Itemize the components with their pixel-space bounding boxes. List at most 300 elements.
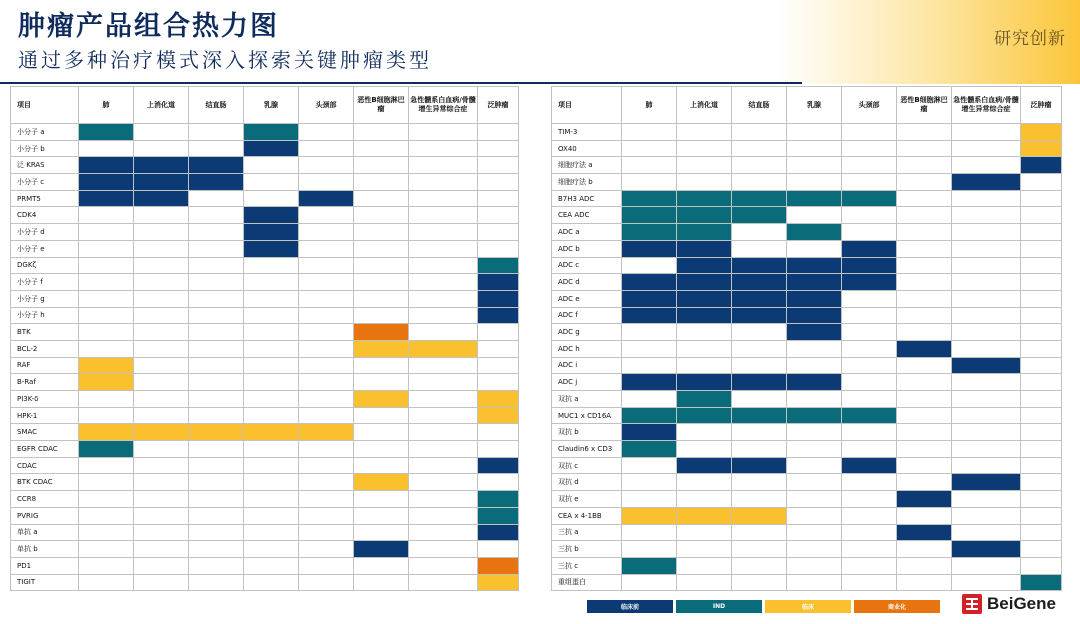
heatmap-cell-filled	[732, 290, 787, 307]
heatmap-cell-empty	[732, 474, 787, 491]
row-label: CEA x 4-1BB	[552, 507, 622, 524]
row-label: HPK-1	[11, 407, 79, 424]
heatmap-cell-empty	[189, 274, 244, 291]
heatmap-cell-filled	[622, 557, 677, 574]
heatmap-cell-empty	[952, 240, 1021, 257]
heatmap-cell-empty	[897, 157, 952, 174]
row-label: ADC e	[552, 290, 622, 307]
heatmap-cell-empty	[897, 507, 952, 524]
heatmap-cell-empty	[622, 124, 677, 141]
heatmap-cell-empty	[677, 157, 732, 174]
heatmap-cell-empty	[842, 340, 897, 357]
heatmap-cell-empty	[189, 257, 244, 274]
table-row	[552, 424, 1062, 441]
table-row	[552, 474, 1062, 491]
heatmap-cell-empty	[189, 190, 244, 207]
heatmap-cell-empty	[299, 240, 354, 257]
heatmap-cell-filled	[677, 407, 732, 424]
heatmap-cell-empty	[842, 357, 897, 374]
heatmap-cell-empty	[299, 207, 354, 224]
table-row	[552, 157, 1062, 174]
row-label: 小分子 e	[11, 240, 79, 257]
heatmap-cell-empty	[732, 124, 787, 141]
heatmap-cell-empty	[409, 124, 478, 141]
page-title: 肿瘤产品组合热力图	[18, 11, 279, 42]
heatmap-cell-filled	[244, 424, 299, 441]
heatmap-cell-empty	[409, 507, 478, 524]
heatmap-cell-empty	[677, 124, 732, 141]
heatmap-cell-empty	[299, 307, 354, 324]
heatmap-cell-empty	[952, 257, 1021, 274]
row-label: PVRIG	[11, 507, 79, 524]
heatmap-cell-empty	[842, 224, 897, 241]
heatmap-cell-empty	[1021, 274, 1062, 291]
heatmap-cell-empty	[478, 207, 519, 224]
heatmap-cell-empty	[842, 140, 897, 157]
heatmap-cell-empty	[354, 557, 409, 574]
table-row	[11, 324, 519, 341]
heatmap-cell-filled	[897, 524, 952, 541]
table-row	[552, 407, 1062, 424]
row-label: ADC h	[552, 340, 622, 357]
heatmap-cell-empty	[244, 407, 299, 424]
heatmap-cell-empty	[409, 541, 478, 558]
heatmap-cell-filled	[478, 407, 519, 424]
heatmap-cell-empty	[354, 257, 409, 274]
heatmap-cell-filled	[354, 391, 409, 408]
heatmap-cell-empty	[622, 324, 677, 341]
heatmap-cell-empty	[79, 391, 134, 408]
heatmap-cell-empty	[952, 407, 1021, 424]
table-body	[552, 124, 1062, 591]
heatmap-cell-empty	[409, 357, 478, 374]
heatmap-cell-empty	[354, 507, 409, 524]
heatmap-cell-filled	[732, 207, 787, 224]
row-label: ADC a	[552, 224, 622, 241]
heatmap-cell-filled	[842, 257, 897, 274]
table-row	[11, 491, 519, 508]
column-header-item: 项目	[11, 87, 79, 124]
heatmap-cell-empty	[787, 441, 842, 458]
heatmap-cell-empty	[677, 357, 732, 374]
heatmap-cell-filled	[787, 374, 842, 391]
heatmap-cell-empty	[842, 541, 897, 558]
row-label: CDK4	[11, 207, 79, 224]
heatmap-cell-empty	[952, 224, 1021, 241]
heatmap-cell-empty	[897, 124, 952, 141]
heatmap-cell-empty	[787, 391, 842, 408]
heatmap-cell-filled	[622, 507, 677, 524]
heatmap-cell-empty	[244, 290, 299, 307]
heatmap-cell-filled	[897, 340, 952, 357]
heatmap-cell-empty	[354, 491, 409, 508]
heatmap-cell-empty	[299, 140, 354, 157]
column-header: 肺	[622, 87, 677, 124]
heatmap-cell-filled	[897, 491, 952, 508]
heatmap-cell-empty	[409, 274, 478, 291]
heatmap-cell-empty	[189, 340, 244, 357]
heatmap-cell-empty	[787, 157, 842, 174]
heatmap-cell-empty	[677, 474, 732, 491]
heatmap-cell-empty	[732, 157, 787, 174]
heatmap-cell-empty	[244, 324, 299, 341]
table-row	[11, 157, 519, 174]
table-row	[11, 357, 519, 374]
heatmap-cell-empty	[299, 391, 354, 408]
heatmap-cell-empty	[79, 307, 134, 324]
heatmap-cell-filled	[478, 491, 519, 508]
heatmap-cell-filled	[1021, 574, 1062, 591]
heatmap-cell-empty	[1021, 557, 1062, 574]
heatmap-cell-empty	[677, 424, 732, 441]
row-label: RAF	[11, 357, 79, 374]
heatmap-cell-empty	[244, 574, 299, 591]
heatmap-cell-empty	[189, 224, 244, 241]
heatmap-cell-filled	[677, 224, 732, 241]
table-row	[11, 174, 519, 191]
row-label: DGKζ	[11, 257, 79, 274]
heatmap-cell-empty	[897, 140, 952, 157]
heatmap-cell-empty	[952, 124, 1021, 141]
heatmap-cell-empty	[952, 374, 1021, 391]
heatmap-cell-empty	[79, 274, 134, 291]
heatmap-cell-empty	[134, 524, 189, 541]
row-label: 小分子 b	[11, 140, 79, 157]
heatmap-cell-empty	[1021, 507, 1062, 524]
heatmap-cell-filled	[134, 424, 189, 441]
heatmap-cell-empty	[299, 407, 354, 424]
heatmap-cell-empty	[134, 124, 189, 141]
heatmap-cell-filled	[842, 274, 897, 291]
heatmap-cell-filled	[677, 274, 732, 291]
table-row	[552, 557, 1062, 574]
row-label: 双抗 d	[552, 474, 622, 491]
heatmap-cell-empty	[897, 424, 952, 441]
heatmap-cell-filled	[677, 207, 732, 224]
heatmap-cell-empty	[1021, 407, 1062, 424]
heatmap-cell-empty	[299, 524, 354, 541]
heatmap-cell-empty	[787, 457, 842, 474]
heatmap-cell-empty	[299, 324, 354, 341]
heatmap-cell-empty	[897, 174, 952, 191]
heatmap-cell-empty	[299, 541, 354, 558]
heatmap-cell-empty	[244, 524, 299, 541]
beigene-logo	[962, 594, 1056, 614]
heatmap-cell-filled	[622, 274, 677, 291]
heatmap-cell-empty	[897, 407, 952, 424]
heatmap-cell-filled	[189, 174, 244, 191]
heatmap-cell-empty	[732, 491, 787, 508]
heatmap-cell-filled	[842, 457, 897, 474]
heatmap-cell-empty	[134, 474, 189, 491]
heatmap-cell-filled	[354, 324, 409, 341]
heatmap-cell-filled	[787, 190, 842, 207]
table-row	[11, 124, 519, 141]
heatmap-cell-empty	[952, 274, 1021, 291]
heatmap-cell-filled	[79, 174, 134, 191]
heatmap-cell-empty	[1021, 290, 1062, 307]
column-header: 肺	[79, 87, 134, 124]
heatmap-cell-filled	[622, 290, 677, 307]
heatmap-cell-empty	[952, 340, 1021, 357]
row-label: 重组蛋白	[552, 574, 622, 591]
heatmap-cell-filled	[952, 174, 1021, 191]
heatmap-table-left	[10, 86, 519, 591]
heatmap-cell-empty	[244, 257, 299, 274]
table-row	[11, 424, 519, 441]
heatmap-cell-filled	[244, 124, 299, 141]
heatmap-cell-empty	[897, 290, 952, 307]
heatmap-cell-filled	[478, 274, 519, 291]
heatmap-cell-empty	[622, 174, 677, 191]
heatmap-cell-filled	[409, 340, 478, 357]
table-row	[552, 190, 1062, 207]
heatmap-cell-empty	[299, 274, 354, 291]
heatmap-cell-empty	[354, 190, 409, 207]
heatmap-cell-filled	[299, 190, 354, 207]
heatmap-cell-empty	[842, 491, 897, 508]
header-divider	[0, 82, 802, 84]
heatmap-cell-empty	[842, 391, 897, 408]
heatmap-cell-empty	[622, 524, 677, 541]
heatmap-cell-filled	[787, 407, 842, 424]
column-header: 结直肠	[189, 87, 244, 124]
heatmap-cell-empty	[478, 240, 519, 257]
heatmap-cell-empty	[842, 207, 897, 224]
heatmap-cell-empty	[189, 407, 244, 424]
heatmap-cell-empty	[478, 374, 519, 391]
table-row	[552, 207, 1062, 224]
heatmap-cell-empty	[897, 224, 952, 241]
heatmap-cell-empty	[134, 374, 189, 391]
heatmap-cell-empty	[897, 457, 952, 474]
heatmap-cell-empty	[842, 290, 897, 307]
heatmap-cell-empty	[134, 541, 189, 558]
heatmap-cell-empty	[79, 541, 134, 558]
table-row	[11, 207, 519, 224]
heatmap-cell-empty	[842, 574, 897, 591]
heatmap-cell-filled	[79, 357, 134, 374]
heatmap-cell-empty	[478, 190, 519, 207]
heatmap-cell-empty	[478, 424, 519, 441]
heatmap-cell-empty	[842, 157, 897, 174]
heatmap-cell-empty	[897, 207, 952, 224]
heatmap-cell-filled	[622, 190, 677, 207]
heatmap-cell-empty	[1021, 424, 1062, 441]
row-label: 小分子 c	[11, 174, 79, 191]
table-row	[552, 574, 1062, 591]
heatmap-cell-filled	[354, 474, 409, 491]
heatmap-cell-empty	[787, 524, 842, 541]
heatmap-cell-empty	[897, 357, 952, 374]
heatmap-cell-empty	[952, 441, 1021, 458]
heatmap-cell-empty	[244, 157, 299, 174]
table-row	[552, 290, 1062, 307]
header-banner	[0, 0, 1080, 84]
heatmap-cell-empty	[189, 374, 244, 391]
heatmap-cell-empty	[677, 140, 732, 157]
heatmap-cell-empty	[952, 507, 1021, 524]
table-row	[11, 474, 519, 491]
heatmap-cell-empty	[244, 374, 299, 391]
heatmap-cell-empty	[897, 557, 952, 574]
heatmap-cell-empty	[299, 157, 354, 174]
heatmap-cell-empty	[409, 424, 478, 441]
heatmap-cell-empty	[677, 524, 732, 541]
row-label: 双抗 e	[552, 491, 622, 508]
heatmap-cell-empty	[134, 340, 189, 357]
row-label: CDAC	[11, 457, 79, 474]
heatmap-cell-empty	[952, 207, 1021, 224]
heatmap-cell-empty	[677, 441, 732, 458]
heatmap-cell-empty	[409, 557, 478, 574]
row-label: BCL-2	[11, 340, 79, 357]
heatmap-cell-empty	[897, 274, 952, 291]
heatmap-cell-filled	[189, 157, 244, 174]
heatmap-cell-empty	[354, 457, 409, 474]
heatmap-cell-empty	[79, 457, 134, 474]
heatmap-cell-empty	[244, 491, 299, 508]
heatmap-cell-empty	[79, 340, 134, 357]
heatmap-cell-empty	[409, 374, 478, 391]
heatmap-cell-filled	[787, 224, 842, 241]
heatmap-cell-empty	[79, 507, 134, 524]
heatmap-cell-filled	[1021, 140, 1062, 157]
heatmap-cell-empty	[732, 140, 787, 157]
heatmap-cell-empty	[134, 457, 189, 474]
table-row	[552, 240, 1062, 257]
table-row	[552, 441, 1062, 458]
heatmap-cell-empty	[409, 207, 478, 224]
heatmap-cell-empty	[478, 357, 519, 374]
heatmap-cell-filled	[842, 240, 897, 257]
heatmap-cell-empty	[354, 157, 409, 174]
heatmap-cell-empty	[787, 574, 842, 591]
heatmap-cell-filled	[677, 307, 732, 324]
heatmap-cell-empty	[409, 224, 478, 241]
heatmap-cell-filled	[134, 174, 189, 191]
heatmap-cell-empty	[134, 274, 189, 291]
heatmap-cell-empty	[79, 207, 134, 224]
heatmap-cell-filled	[478, 257, 519, 274]
heatmap-cell-empty	[189, 324, 244, 341]
table-row	[11, 441, 519, 458]
row-label: 小分子 h	[11, 307, 79, 324]
heatmap-cell-filled	[622, 407, 677, 424]
heatmap-cell-filled	[478, 457, 519, 474]
heatmap-cell-empty	[134, 491, 189, 508]
heatmap-cell-filled	[732, 274, 787, 291]
heatmap-cell-empty	[622, 157, 677, 174]
heatmap-cell-empty	[409, 174, 478, 191]
heatmap-cell-empty	[79, 491, 134, 508]
table-row	[11, 140, 519, 157]
table-row	[11, 290, 519, 307]
heatmap-cell-empty	[409, 257, 478, 274]
table-row	[11, 574, 519, 591]
heatmap-cell-filled	[787, 290, 842, 307]
column-header-item: 项目	[552, 87, 622, 124]
heatmap-cell-empty	[354, 224, 409, 241]
column-header: 急性髓系白血病/骨髓增生异常综合症	[952, 87, 1021, 124]
heatmap-cell-empty	[842, 474, 897, 491]
heatmap-cell-filled	[732, 190, 787, 207]
table-row	[552, 491, 1062, 508]
heatmap-cell-empty	[842, 424, 897, 441]
heatmap-cell-empty	[952, 140, 1021, 157]
heatmap-cell-filled	[134, 190, 189, 207]
heatmap-cell-filled	[732, 257, 787, 274]
heatmap-cell-empty	[409, 574, 478, 591]
heatmap-cell-filled	[244, 207, 299, 224]
heatmap-cell-empty	[622, 457, 677, 474]
table-row	[552, 274, 1062, 291]
heatmap-cell-empty	[787, 541, 842, 558]
heatmap-cell-empty	[897, 474, 952, 491]
heatmap-cell-filled	[478, 507, 519, 524]
heatmap-cell-empty	[134, 290, 189, 307]
heatmap-cell-empty	[79, 524, 134, 541]
heatmap-cell-empty	[189, 491, 244, 508]
heatmap-cell-empty	[952, 157, 1021, 174]
table-row	[11, 190, 519, 207]
heatmap-cell-empty	[79, 557, 134, 574]
heatmap-cell-filled	[787, 257, 842, 274]
heatmap-cell-filled	[732, 374, 787, 391]
heatmap-cell-empty	[409, 190, 478, 207]
heatmap-cell-empty	[299, 290, 354, 307]
heatmap-cell-empty	[1021, 374, 1062, 391]
heatmap-cell-filled	[79, 374, 134, 391]
heatmap-cell-filled	[299, 424, 354, 441]
heatmap-cell-empty	[732, 340, 787, 357]
heatmap-cell-filled	[677, 457, 732, 474]
heatmap-cell-empty	[622, 140, 677, 157]
row-label: SMAC	[11, 424, 79, 441]
heatmap-cell-empty	[1021, 491, 1062, 508]
heatmap-cell-empty	[897, 441, 952, 458]
heatmap-cell-empty	[732, 424, 787, 441]
heatmap-cell-empty	[409, 157, 478, 174]
heatmap-cell-empty	[478, 441, 519, 458]
heatmap-cell-empty	[622, 491, 677, 508]
row-label: MUC1 x CD16A	[552, 407, 622, 424]
heatmap-cell-empty	[622, 391, 677, 408]
heatmap-cell-empty	[134, 257, 189, 274]
heatmap-cell-empty	[952, 524, 1021, 541]
table-row	[552, 524, 1062, 541]
table-row	[552, 391, 1062, 408]
heatmap-cell-empty	[732, 524, 787, 541]
heatmap-cell-empty	[409, 290, 478, 307]
heatmap-cell-filled	[478, 391, 519, 408]
heatmap-cell-filled	[952, 541, 1021, 558]
heatmap-cell-empty	[787, 557, 842, 574]
heatmap-cell-empty	[478, 474, 519, 491]
heatmap-cell-empty	[409, 140, 478, 157]
heatmap-cell-empty	[952, 307, 1021, 324]
heatmap-cell-empty	[897, 240, 952, 257]
heatmap-cell-empty	[244, 441, 299, 458]
heatmap-cell-empty	[299, 224, 354, 241]
heatmap-cell-empty	[952, 290, 1021, 307]
heatmap-cell-empty	[134, 224, 189, 241]
table-row	[552, 124, 1062, 141]
heatmap-cell-empty	[787, 424, 842, 441]
row-label: 泛 KRAS	[11, 157, 79, 174]
heatmap-cell-empty	[732, 357, 787, 374]
heatmap-cell-empty	[842, 174, 897, 191]
